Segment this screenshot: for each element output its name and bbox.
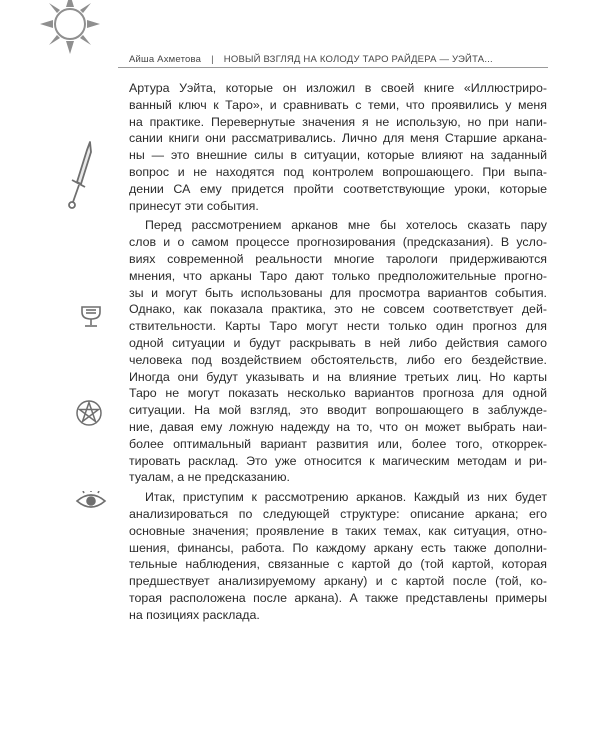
running-header: [129, 49, 539, 69]
paragraph-2: [129, 217, 547, 486]
header-separator: |: [211, 53, 214, 65]
paragraph-1: [129, 80, 547, 214]
text-line: ситуации. На мой взгляд, это вводит вопрошающего в заблужде-: [129, 403, 547, 418]
pentacle-icon: [75, 399, 103, 427]
text-line: Иногда они будут указывать и на влияние третьих лиц. Но карты: [129, 369, 547, 384]
text-line: анализироваться по следующей структуре: описание аркана; его: [129, 506, 547, 521]
text-line: принесут эти события.: [129, 198, 259, 213]
text-line: тельные наблюдения, связанные с картой до (той картой, которая: [129, 557, 547, 572]
text-line: одной ситуации и будут раскрывать в ней либо действия самого: [129, 335, 547, 350]
paragraph-3: [129, 489, 547, 623]
text-line: человека под воздействием обстоятельств, либо его бездействие.: [129, 352, 547, 367]
text-line: Артура Уэйта, которые он изложил в своей книге «Иллюстриро-: [129, 81, 547, 95]
text-line: шения, финансы, работа. По каждому аркану есть также дополни-: [129, 540, 547, 555]
text-line: Итак, приступим к рассмотрению арканов. Каждый из них будет: [145, 490, 547, 505]
text-line: предшествует анализируемому аркану) и с картой после (той, ко-: [129, 574, 547, 589]
text-line: ние, давая ему ложную надежду на то, что он может выбрать наи-: [129, 419, 547, 434]
header-rule: [118, 67, 548, 68]
text-line: на практике. Перевернутые значения я не использую, но при напи-: [129, 114, 547, 129]
text-line: тировать расклад. Это уже относится к магическим методам и ри-: [129, 453, 547, 468]
text-line: дении СА ему придется пройти соответствующие уроки, которые: [129, 181, 547, 196]
header-author: Айша Ахметова: [129, 53, 202, 65]
text-line: основные значения; проявление в таких темах, как ситуация, отно-: [129, 523, 547, 538]
sword-icon: [67, 140, 95, 214]
text-line: Однако, как показала практика, это не совсем соответствует дей-: [129, 302, 547, 317]
text-line: Таро не могут показать несколько вариантов прогноза для одной: [129, 386, 547, 401]
text-line: торая расположена после аркана). А также представлены примеры: [129, 590, 547, 605]
body-text: [129, 80, 547, 627]
text-line: Перед рассмотрением арканов мне бы хотелось сказать пару: [145, 218, 547, 233]
text-line: ствительности. Карты Таро могут нести только один прогноз для: [129, 319, 547, 334]
text-line: ванный ключ к Таро», и сравнивать с теми, что проявились у меня: [129, 97, 547, 112]
text-line: зы и могут быть использованы для просмотра вариантов события.: [129, 285, 547, 300]
text-line: вопрос и не находятся под контролем вопрошающего. При выпа-: [129, 164, 547, 179]
header-title: НОВЫЙ ВЗГЛЯД НА КОЛОДУ ТАРО РАЙДЕРА — УЭЙТА...: [223, 53, 493, 65]
text-line: слов и о самом процессе прогнозирования (предсказания). В усло-: [129, 235, 547, 250]
cup-icon: [78, 304, 104, 330]
eye-icon: [75, 491, 107, 511]
text-line: виях современной реальности многие тарологи придерживаются: [129, 251, 547, 266]
sun-icon: [28, 0, 112, 66]
text-line: сании книги они рассматривались. Лично для меня Старшие аркана-: [129, 131, 547, 146]
text-line: более оптимальный вариант развития или, более того, откоррек-: [129, 436, 547, 451]
text-line: туалам, а не предсказанию.: [129, 470, 290, 485]
text-line: мнения, что арканы Таро дают только предположительные прогно-: [129, 268, 547, 283]
text-line: на позициях расклада.: [129, 607, 260, 622]
text-line: ны — это внешние силы в ситуации, которые влияют на заданный: [129, 148, 547, 163]
